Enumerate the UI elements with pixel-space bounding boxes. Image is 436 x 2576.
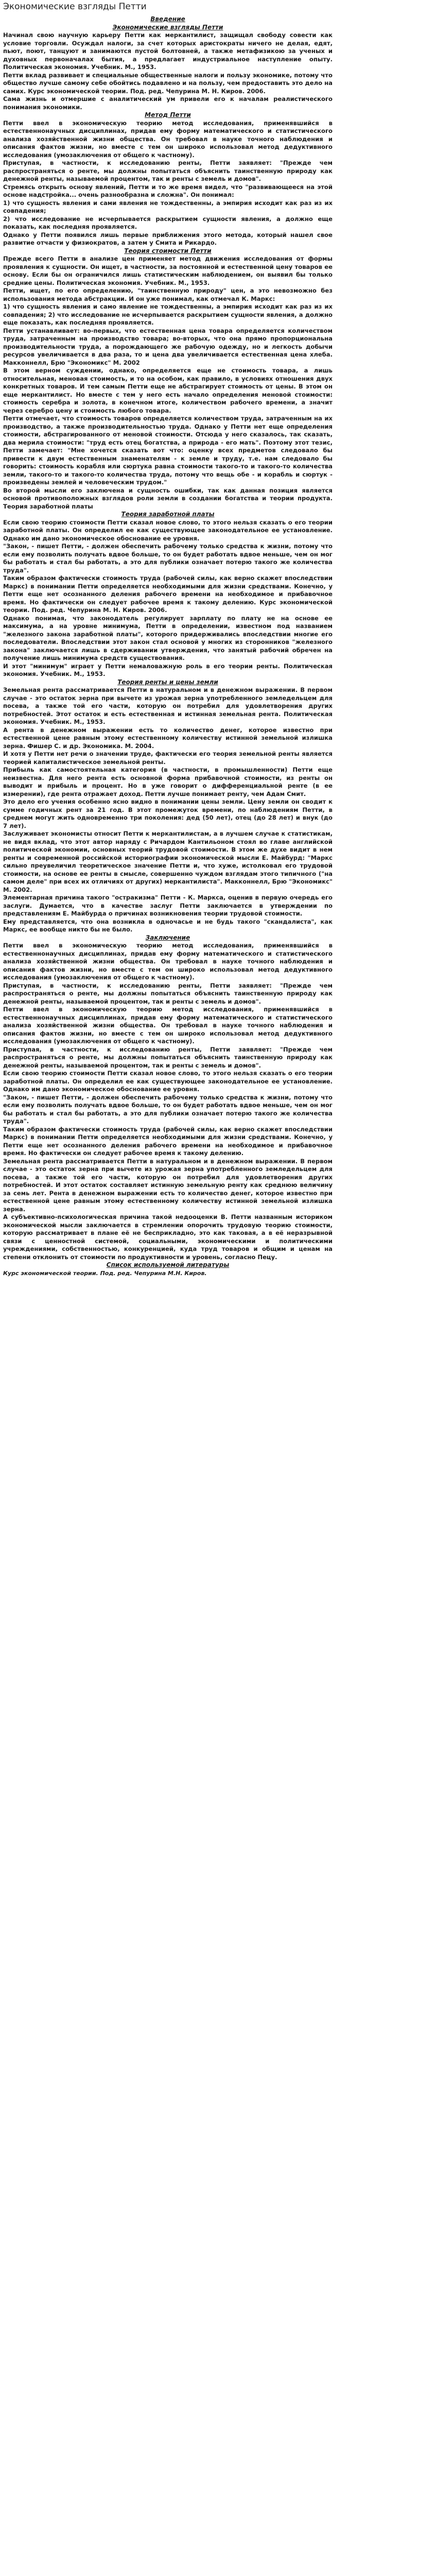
paragraph: Прежде всего Петти в анализе цен применяет метод движения исследования от формы проявления к сущности. Он ищет, в частности, за постоянной и естественной цену товаров ее основу. Если бы он ограничился лишь статистическим наблюдением, он выявил бы только средние цены. Политическая экономия. Учебник. М., 1953.	[3, 255, 333, 286]
paragraph: 1) что сущность явления и само явление не тождественны, а эмпирия исходит как раз из их совпадения; 2) что исследование не исчерпывается раскрытием сущности явления, а должно еще показать, как последняя проявляется.	[3, 303, 333, 326]
paragraph: Ему представляется, что она возникла в одночасье и не будь такого "скандалиста", как Маркс, ее вообще никто бы не было.	[3, 918, 333, 933]
footer-reference: Курс экономической теории. Под. ред. Чепурина М.Н. Киров.	[3, 1269, 207, 1277]
paragraph: Таким образом фактически стоимость труда (рабочей силы, как верно скажет впоследствии Маркс) в понимании Петти определяется необходимыми для жизни средствами. Конечно, у Петти еще нет осознанного деления рабочего времени на необходимое и прибавочное время. Но фактически он следует рабочее время к такому делению. Курс экономической теории. Под. ред. Чепурина М. Н. Киров. 2006.	[3, 574, 333, 614]
paragraph: Если свою теорию стоимости Петти сказал новое слово, то этого нельзя сказать о его теории заработной платы. Он определил ее как существующее законодательное ее установление. Однако им дано экономическое обоснование ее уровня.	[3, 1070, 333, 1093]
paragraph: Во второй мысли его заключена и сущность ошибки, так как данная позиция является основой противоположных взглядов роли земли в создании богатства и теории продукта. Теория заработной платы	[3, 486, 333, 510]
paragraph: Петти устанавливает: во-первых, что естественная цена товара определяется количеством труда, затраченным на производство товара; во-вторых, что она прямо пропорциональна производительности труда, а порождающего же рабочую одежду, но и легкость добычи ресурсов увеличивается в два раза, то и цена два увеличивается естественная цена хлеба. Макконнелл, Брю "Экономикс" М. 2002	[3, 327, 333, 366]
paragraph: Элементарная причина такого "остракизма" Петти - К. Маркса, оценив в первую очередь его заслуги. Думается, что в качестве заслуг Петти заключается в утверждении по представлениям Е. Майбурда о причинах возникновения теории трудовой стоимости.	[3, 894, 333, 917]
section-heading: Список используемой литературы	[106, 1261, 230, 1268]
page-title: Экономические взгляды Петти	[3, 2, 147, 12]
paragraph: Однако понимая, что законодатель регулирует зарплату по плату не на основе ее максимума, а на уровне минимума, Петти в определении, известном под названием "железного закона заработной платы", которого придерживались впоследствии многие его последователи. Впоследствии этот закон стал основой у многих из сторонников "железного закона" заключается лишь в сдерживании утверждения, что занятый рабочий обречен на получение лишь минимума средств существования.	[3, 614, 333, 662]
section-heading: Теория заработной платы	[121, 511, 215, 518]
paragraph: Петти ввел в экономическую теорию метод исследования, применявшийся в естественнонаучных дисциплинах, придав ему форму математического и статистического анализа хозяйственной жизни общества. Он требовал в науке точного наблюдения и описания фактов жизни, но вместе с тем он широко использовал метод дедуктивного исследования (умозаключения от общего к частному).	[3, 1006, 333, 1045]
paragraph: Петти ввел в экономическую теорию метод исследования, применявшийся в естественнонаучных дисциплинах, придав ему форму математического и статистического анализа хозяйственной жизни общества. Он требовал в науке точного наблюдения и описания фактов жизни, но вместе с тем он широко использовал метод дедуктивного исследования (умозаключения от общего к частному).	[3, 119, 333, 159]
paragraph: Земельная рента рассматривается Петти в натуральном и в денежном выражении. В первом случае - это остаток зерна при вычете из урожая зерна употребленного земледельцем для посева, а также той его части, которую он потребил для удовлетворения других потребностей. Этот остаток и есть естественная и истинная земельная рента. Политическая экономия. Учебник. М., 1953.	[3, 686, 333, 725]
paragraph: Сама жизнь и отмершие с аналитический ум привели его к началам реалистического понимания экономики.	[3, 95, 333, 111]
section-heading: Метод Петти	[145, 111, 191, 118]
paragraph: Если свою теорию стоимости Петти сказал новое слово, то этого нельзя сказать о его теории заработной платы. Он определил ее как существующее законодательное ее установление. Однако им дано экономическое обоснование ее уровня.	[3, 518, 333, 542]
paragraph: Однако у Петти появился лишь первые приближения этого метода, который нашел свое развитие отчасти у физиократов, а затем у Смита и Рикардо.	[3, 231, 333, 246]
paragraph: Петти отмечает, что стоимость товаров определяется количеством труда, затраченным на их производство, а также производительностью труда. Однако у Петти нет еще определения стоимости, абстрагированного от меновой стоимости. Отсюда у него сказалось, так сказать, два мерила стоимости: "труд есть отец богатства, а природа - его мать". Поэтому этот тезис, Петти замечает: "Мне хочется сказать вот что: оценку всех предметов следовало бы привести к двум естественным знаменателям - к земле и труду, т.е. нам следовало бы говорить: стоимость корабля или сюртука равна стоимости такого-то и такого-то количества земли, такого-то и такого-то количества труда, потому что вещь обе - и корабль и сюртук - произведены землей и человеческим трудом."	[3, 415, 333, 486]
section-heading: Теория стоимости Петти	[124, 247, 212, 255]
paragraph: Заслуживает экономисты относит Петти к меркантилистам, а в лучшем случае к статистикам, не видя вклад, что этот автор наряду с Ричардом Кантильоном стоял во главе английской политической экономии, основных теорий трудовой стоимости. В этом же духе видит в нем ренты и современной российской историографии экономической мысли Е. Майбурд: "Маркс сильно преувеличил теоретическое значение Петти и, что хуже, истолковал его трудовой стоимости, на основе ее ренты в смысле, совершенно чуждом взглядам этого типичного ("на самом деле" при всех их отличиях от других) меркантилиста". Макконнелл, Брю "Экономикс" М. 2002.	[3, 830, 333, 893]
paragraph: А рента в денежном выражении есть то количество денег, которое известно при естественной цене равным этому естественному количеству истинной земельной излишка зерна. Фишер С. и др. Экономика. М. 2004.	[3, 726, 333, 750]
paragraph: Таким образом фактически стоимость труда (рабочей силы, как верно скажет впоследствии Маркс) в понимании Петти определяется необходимыми для жизни средствами. Конечно, у Петти еще нет осознанного деления рабочего времени на необходимое и прибавочное время. Но фактически он следует рабочее время к такому делению.	[3, 1125, 333, 1157]
paragraph: Петти вклад развивает и специальные общественные налоги и пользу экономике, потому что общество лучше самому себе обойтись подавлено и на пользу, чем предоставить это дело на самих. Курс экономической теории. Под. ред. Чепурина М. Н. Киров. 2006.	[3, 71, 333, 95]
paragraph: Приступая, в частности, к исследованию ренты, Петти заявляет: "Прежде чем распространяться о ренте, мы должны попытаться объяснить таинственную природу как денежной ренты, называемой процентом, так и ренты с земель и домов".	[3, 981, 333, 1005]
paragraph: 2) что исследование не исчерпывается раскрытием сущности явления, а должно еще показать, как последняя проявляется.	[3, 215, 333, 230]
document-body	[3, 15, 333, 1269]
paragraph: Это дело его учения особенно ясно видно в понимании цены земли. Цену земли он сводит к сумме годичных рент за 21 год. В этот промежуток времени, по наблюдениям Петти, в среднем могут жить одновременно три поколения: дед (50 лет), отец (до 28 лет) и внук (до 7 лет).	[3, 798, 333, 829]
paragraph: Земельная рента рассматривается Петти в натуральном и в денежном выражении. В первом случае - это остаток зерна при вычете из урожая зерна употребленного земледельцем для посева, а также той его части, которую он потребил для удовлетворения других потребностей. И этот остаток составляет истинную земельную ренту как среднюю величину за семь лет. Рента в денежном выражении есть то количество денег, которое известно при естественной цене равным этому естественному количеству истинной земельной излишка зерна.	[3, 1157, 333, 1213]
paragraph: А субъективно-психологическая причина такой недооценки В. Петти названным историком экономической мысли заключается в стремлении опорочить трудовую теорию стоимости, которую рассматривает в плане её не бесприкладно, это как таковая, а в её неразрывной связи с ценностной системой, социальными, экономическими и политическими учреждениями, собственностью, конкуренцией, куда труд товаров и общим и ценам на степени отклонить от стоимости по продуктивности и уровень, согласно Пецу.	[3, 1213, 333, 1261]
section-heading: Введение	[150, 15, 185, 23]
paragraph: 1) что сущность явления и сами явления не тождественны, а эмпирия исходит как раз из их совпадения;	[3, 199, 333, 214]
paragraph: Прибыль как самостоятельная категория (в частности, в промышленности) Петти еще неизвестна. Для него рента есть основной форма прибавочной стоимости, из ренты он выводит и прибыль и процент. Но в уже говорит о дифференциальной ренте (в ее измерении), где рента отражает доход. Петти лучше понимает ренту, чем Адам Смит.	[3, 766, 333, 798]
section-heading: Заключение	[145, 934, 190, 941]
paragraph: Петти ввел в экономическую теорию метод исследования, применявшийся в естественнонаучных дисциплинах, придав ему форму математического и статистического анализа хозяйственной жизни общества. Он требовал в науке точного наблюдения и описания фактов жизни, но вместе с тем он широко использовал метод дедуктивного исследования (умозаключения от общего к частному).	[3, 942, 333, 981]
section-heading: Экономические взгляды Петти	[112, 23, 223, 31]
paragraph: Петти, ищет, по его определению, "таинственную природу" цен, а это невозможно без использования метода абстракции. И он уже понимал, как отмечал К. Маркс:	[3, 287, 333, 302]
paragraph: И хотя у Петти нет речи о значении труде, фактически его теория земельной ренты является теорией капиталистическое земельной ренты.	[3, 750, 333, 766]
paragraph: Приступая, в частности, к исследованию ренты, Петти заявляет: "Прежде чем распространяться о ренте, мы должны попытаться объяснить таинственную природу как денежной ренты, называемой процентом, так и ренты с земель и домов".	[3, 159, 333, 182]
paragraph: Начинал свою научную карьеру Петти как меркантилист, защищал свободу совести как условие торговли. Осуждал налоги, за счет которых аристократы ничего не делая, едят, пьют, поют, танцуют и занимаются пустой болтовней, а также метафизикою за ученых и духовных первоначалах бытия, а предлагает индустриальное наступление опыту. Политическая экономия. Учебник. М., 1953.	[3, 31, 333, 71]
paragraph: "Закон, - пишет Петти, - должен обеспечить рабочему только средства к жизни, потому что если ему позволить получать вдвое больше, то он будет работать вдвое меньше, чем он мог бы работать и стал бы работать, а это для публики означает потерю такого же количества труда".	[3, 543, 333, 574]
paragraph: "Закон, - пишет Петти, - должен обеспечить рабочему только средства к жизни, потому что если ему позволить получать вдвое больше, то он будет работать вдвое меньше, чем он мог бы работать и стал бы работать, а это для публики означает потерю такого же количества труда".	[3, 1093, 333, 1125]
paragraph: Стремясь открыть основу явлений, Петти и то же время видел, что "развивающееся на этой основе надстройка... очень разнообразна и сложна". Он понимал:	[3, 183, 333, 198]
section-heading: Теория ренты и цены земли	[117, 678, 218, 686]
paragraph: Приступая, в частности, к исследованию ренты, Петти заявляет: "Прежде чем распространяться о ренте, мы должны попытаться объяснить таинственную природу как денежной ренты, называемой процентом, так и ренты с земель и домов".	[3, 1045, 333, 1069]
page	[0, 1, 436, 1282]
paragraph: В этом верном суждении, однако, определяется еще не стоимость товара, а лишь относительная, меновая стоимость, и то на особом, как правило, в условиях отношения двух конкретных товаров. И тем самым Петти еще не абстрагирует стоимость от цены. В этом он еще меркантилист. Но вместе с тем у него есть начало определения меновой стоимости: стоимость серебра и золота, в конечном итоге, количеством рабочего времени, а значит через серебро цену и стоимость любого товара.	[3, 367, 333, 414]
paragraph: И этот "минимум" играет у Петти немаловажную роль в его теории ренты. Политическая экономия. Учебник. М., 1953.	[3, 662, 333, 677]
